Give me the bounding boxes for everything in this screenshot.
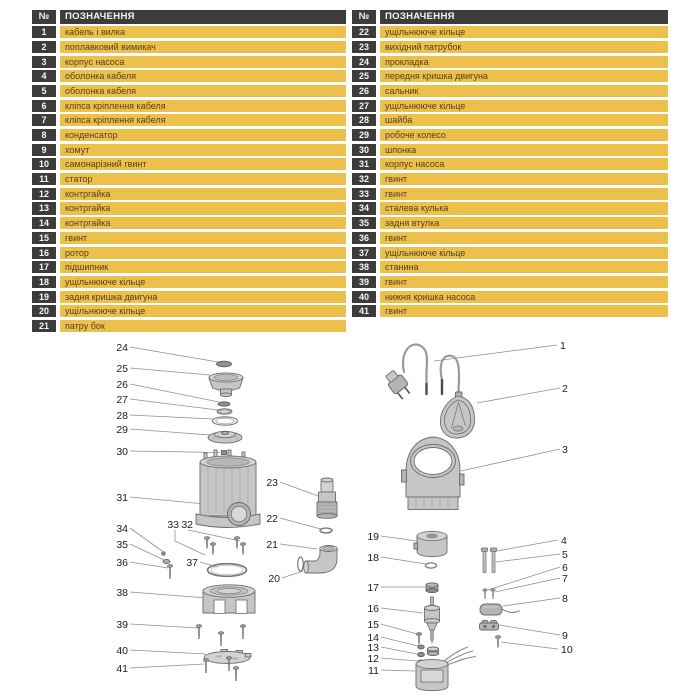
part-steel-ball-34	[162, 552, 166, 556]
callout-38: 38	[116, 587, 128, 599]
callout-33: 33	[167, 519, 179, 531]
row-label: робоче колесо	[380, 129, 668, 141]
row-number: 18	[32, 276, 56, 288]
row-label: кліпса кріплення кабеля	[60, 114, 346, 126]
row-number: 6	[32, 100, 56, 112]
callout-41: 41	[116, 663, 128, 675]
table-row	[32, 144, 346, 156]
table-row	[32, 261, 346, 273]
callout-29: 29	[116, 424, 128, 436]
row-label: оболонка кабеля	[60, 70, 346, 82]
header-number-col: №	[32, 10, 56, 24]
part-o-ring-18	[425, 563, 436, 568]
row-label: гвинт	[380, 232, 668, 244]
header-number-col: №	[352, 10, 376, 24]
table-row	[352, 261, 668, 273]
row-label: сальник	[380, 85, 668, 97]
row-number: 11	[32, 173, 56, 185]
row-number: 12	[32, 188, 56, 200]
callout-24: 24	[116, 342, 128, 354]
table-row	[32, 247, 346, 259]
callout-1: 1	[560, 340, 566, 352]
callout-4: 4	[561, 535, 567, 547]
row-number: 29	[352, 129, 376, 141]
row-number: 2	[32, 41, 56, 53]
row-label: ротор	[60, 247, 346, 259]
part-bolts-4-5	[481, 548, 496, 572]
row-label: корпус насоса	[60, 56, 346, 68]
table-row	[32, 320, 346, 332]
callout-10: 10	[561, 644, 573, 656]
part-stator-11	[416, 647, 476, 691]
row-number: 25	[352, 70, 376, 82]
callout-12: 12	[367, 653, 379, 665]
callout-7: 7	[562, 573, 568, 585]
table-1-header	[32, 10, 346, 24]
callout-19: 19	[367, 531, 379, 543]
callout-9: 9	[562, 630, 568, 642]
table-2-rows	[352, 26, 668, 317]
row-number: 33	[352, 188, 376, 200]
table-row	[352, 26, 668, 38]
row-number: 20	[32, 305, 56, 317]
row-number: 32	[352, 173, 376, 185]
callout-20: 20	[268, 573, 280, 585]
callout-30: 30	[116, 446, 128, 458]
table-row	[32, 217, 346, 229]
table-row	[32, 100, 346, 112]
row-label: гвинт	[380, 305, 668, 317]
table-row	[352, 276, 668, 288]
table-row	[32, 305, 346, 317]
part-capacitor-8	[480, 604, 520, 615]
callout-15: 15	[367, 619, 379, 631]
part-o-ring-20	[298, 557, 304, 571]
row-label: гвинт	[380, 188, 668, 200]
row-label: конденсатор	[60, 129, 346, 141]
row-label: шпонка	[380, 144, 668, 156]
row-number: 24	[352, 56, 376, 68]
row-label: ущільнююче кільце	[60, 276, 346, 288]
callout-14: 14	[367, 632, 379, 644]
table-row	[352, 247, 668, 259]
row-label: самонарізний гвинт	[60, 158, 346, 170]
row-number: 41	[352, 305, 376, 317]
table-row	[352, 232, 668, 244]
row-number: 10	[32, 158, 56, 170]
row-label: поплавковий вимикач	[60, 41, 346, 53]
part-impeller-29	[208, 431, 242, 443]
callout-16: 16	[367, 603, 379, 615]
row-number: 13	[32, 202, 56, 214]
row-number: 3	[32, 56, 56, 68]
row-number: 5	[32, 85, 56, 97]
row-number: 8	[32, 129, 56, 141]
callout-40: 40	[116, 645, 128, 657]
callout-32: 32	[181, 519, 193, 531]
callout-5: 5	[562, 549, 568, 561]
row-label: шайба	[380, 114, 668, 126]
row-label: прокладка	[380, 56, 668, 68]
table-row	[32, 291, 346, 303]
part-rear-bushing-35	[163, 560, 170, 564]
row-number: 15	[32, 232, 56, 244]
row-number: 39	[352, 276, 376, 288]
row-number: 40	[352, 291, 376, 303]
table-row	[32, 158, 346, 170]
row-number: 4	[32, 70, 56, 82]
callout-23: 23	[266, 477, 278, 489]
row-label: гвинт	[60, 232, 346, 244]
callout-2: 2	[562, 383, 568, 395]
part-pump-body-31	[196, 450, 260, 528]
header-designation-col: ПОЗНАЧЕННЯ	[60, 10, 346, 24]
callout-28: 28	[116, 410, 128, 422]
part-clamp-9	[480, 620, 499, 630]
table-row	[32, 41, 346, 53]
row-label: оболонка кабеля	[60, 85, 346, 97]
table-row	[352, 144, 668, 156]
callout-35: 35	[116, 539, 128, 551]
part-cable-plug-1	[383, 344, 459, 400]
table-1-rows	[32, 26, 346, 332]
row-label: контргайка	[60, 217, 346, 229]
row-label: задня втулка	[380, 217, 668, 229]
row-number: 14	[32, 217, 56, 229]
table-row	[352, 202, 668, 214]
part-washer-28	[213, 417, 238, 425]
callout-34: 34	[116, 523, 128, 535]
row-number: 26	[352, 85, 376, 97]
table-row	[352, 100, 668, 112]
callout-22: 22	[266, 513, 278, 525]
row-number: 9	[32, 144, 56, 156]
part-front-motor-cover-25	[209, 373, 243, 397]
table-row	[352, 188, 668, 200]
callout-17: 17	[367, 582, 379, 594]
table-row	[352, 114, 668, 126]
part-stand-38	[203, 585, 255, 614]
part-key-30	[222, 451, 227, 455]
row-label: сталева кулька	[380, 202, 668, 214]
part-self-tapping-screw-10	[495, 636, 500, 648]
row-label: корпус насоса	[380, 158, 668, 170]
callout-31: 31	[116, 492, 128, 504]
part-o-ring-22	[320, 528, 332, 533]
table-row	[352, 56, 668, 68]
part-screw-36	[167, 565, 172, 579]
part-screw-15	[416, 633, 421, 645]
row-label: підшипник	[60, 261, 346, 273]
callout-18: 18	[367, 552, 379, 564]
row-number: 1	[32, 26, 56, 38]
callout-26: 26	[116, 379, 128, 391]
part-rotor-16	[425, 597, 440, 645]
row-label: гвинт	[380, 276, 668, 288]
part-screws-33-32	[204, 537, 245, 555]
part-large-o-ring-37	[208, 564, 247, 577]
table-row	[32, 114, 346, 126]
row-number: 7	[32, 114, 56, 126]
part-screws-39	[196, 625, 245, 646]
part-rear-motor-cover-19	[414, 531, 447, 556]
row-label: хомут	[60, 144, 346, 156]
row-label: ущільнююче кільце	[60, 305, 346, 317]
table-row	[32, 56, 346, 68]
row-label: ущільнююче кільце	[380, 247, 668, 259]
row-number: 22	[352, 26, 376, 38]
row-number: 30	[352, 144, 376, 156]
table-row	[352, 158, 668, 170]
table-row	[352, 305, 668, 317]
part-float-switch-2	[440, 392, 474, 438]
row-label: ущільнююче кільце	[380, 100, 668, 112]
table-row	[352, 291, 668, 303]
part-cable-clips-6-7	[483, 589, 495, 599]
row-number: 21	[32, 320, 56, 332]
table-row	[352, 41, 668, 53]
table-row	[32, 276, 346, 288]
row-number: 28	[352, 114, 376, 126]
row-number: 36	[352, 232, 376, 244]
row-number: 34	[352, 202, 376, 214]
table-row	[32, 129, 346, 141]
row-number: 23	[352, 41, 376, 53]
row-number: 31	[352, 158, 376, 170]
row-label: кабель і вилка	[60, 26, 346, 38]
callout-11: 11	[368, 665, 379, 677]
part-locknut-14	[418, 645, 424, 649]
row-label: передня кришка двигуна	[380, 70, 668, 82]
table-row	[352, 173, 668, 185]
part-pump-housing-3	[402, 437, 465, 510]
row-label: кліпса кріплення кабеля	[60, 100, 346, 112]
row-number: 38	[352, 261, 376, 273]
table-row	[32, 85, 346, 97]
callout-6: 6	[562, 562, 568, 574]
table-row	[32, 232, 346, 244]
table-row	[32, 202, 346, 214]
row-number: 27	[352, 100, 376, 112]
part-bearing-17	[426, 583, 438, 593]
table-row	[352, 85, 668, 97]
row-number: 19	[32, 291, 56, 303]
table-row	[352, 70, 668, 82]
row-label: вихідний патрубок	[380, 41, 668, 53]
row-label: гвинт	[380, 173, 668, 185]
row-label: ущільнююче кільце	[380, 26, 668, 38]
row-label: задня кришка двигуна	[60, 291, 346, 303]
header-designation-col: ПОЗНАЧЕННЯ	[380, 10, 668, 24]
callout-numbers	[116, 340, 573, 677]
callout-39: 39	[116, 619, 128, 631]
exploded-pump-diagram	[0, 335, 700, 700]
row-number: 35	[352, 217, 376, 229]
callout-25: 25	[116, 363, 128, 375]
parts-table-2	[352, 10, 668, 320]
callout-36: 36	[116, 557, 128, 569]
callout-3: 3	[562, 444, 568, 456]
table-row	[352, 129, 668, 141]
part-elbow-21	[304, 546, 338, 574]
callout-21: 21	[266, 539, 278, 551]
table-row	[32, 70, 346, 82]
row-number: 16	[32, 247, 56, 259]
row-label: нижня кришка насоса	[380, 291, 668, 303]
part-oil-seal-26	[218, 402, 230, 406]
row-label: статор	[60, 173, 346, 185]
part-gasket-24	[217, 361, 232, 367]
callout-13: 13	[367, 642, 379, 654]
table-row	[32, 26, 346, 38]
part-seal-ring-27	[217, 409, 232, 414]
parts-table-1	[32, 10, 346, 335]
row-label: контргайка	[60, 202, 346, 214]
callout-37: 37	[186, 557, 198, 569]
table-row	[352, 217, 668, 229]
callout-8: 8	[562, 593, 568, 605]
callout-27: 27	[116, 394, 128, 406]
row-label: станина	[380, 261, 668, 273]
part-outlet-nozzle-23	[317, 478, 337, 518]
table-row	[32, 173, 346, 185]
row-label: контргайка	[60, 188, 346, 200]
row-number: 37	[352, 247, 376, 259]
table-row	[32, 188, 346, 200]
row-label: патру бок	[60, 320, 346, 332]
row-number: 17	[32, 261, 56, 273]
table-2-header	[352, 10, 668, 24]
